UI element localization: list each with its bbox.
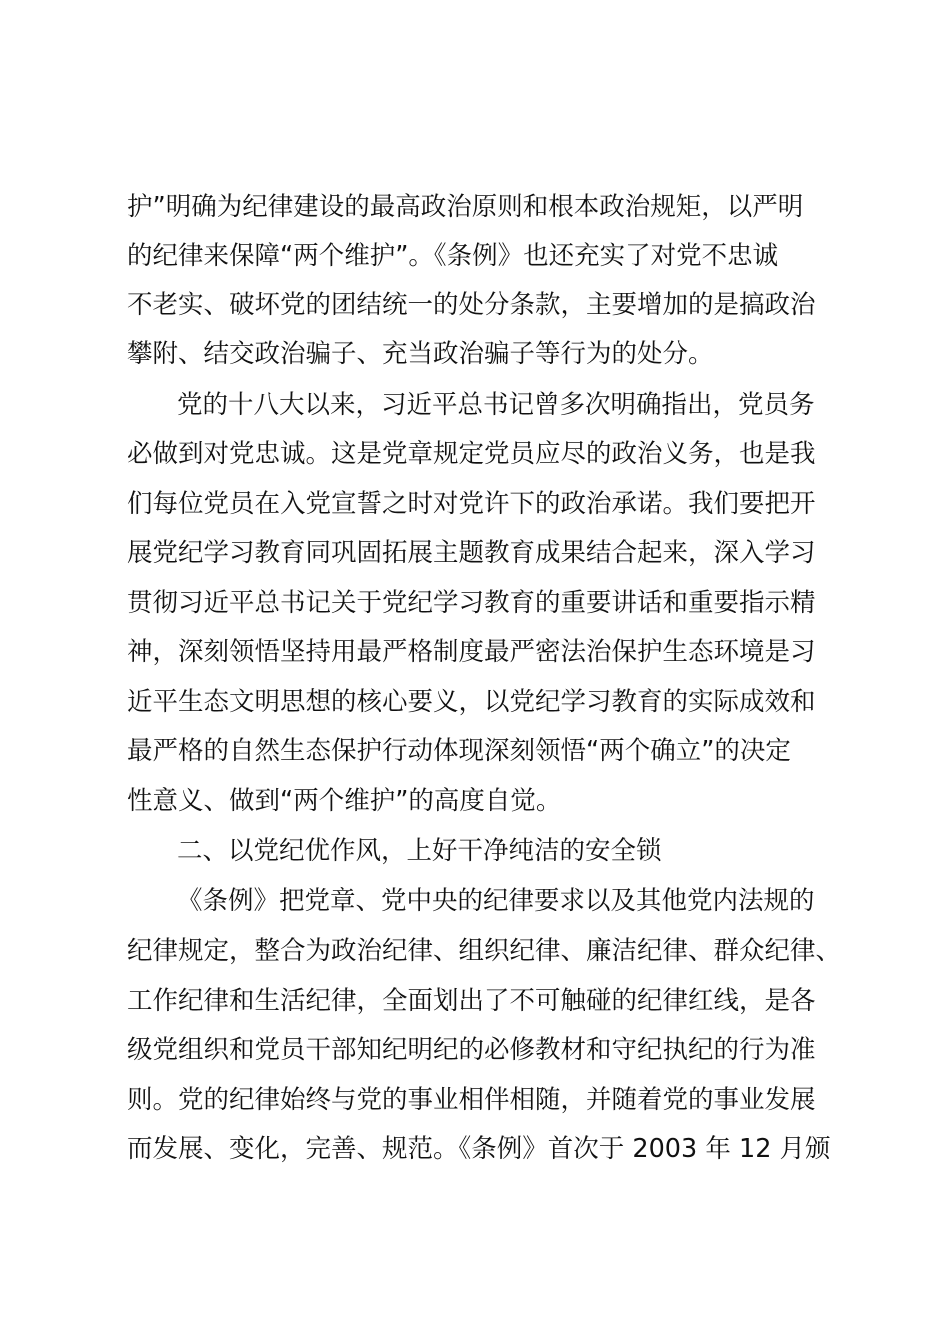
- text-line: 神，深刻领悟坚持用最严格制度最严密法治保护生态环境是习: [127, 637, 816, 667]
- paragraph-first-line: 《条例》把党章、党中央的纪律要求以及其他党内法规的: [177, 886, 815, 916]
- text-line: 性意义、做到“两个维护”的高度自觉。: [127, 786, 562, 816]
- text-line: 则。党的纪律始终与党的事业相伴相随，并随着党的事业发展: [127, 1085, 816, 1115]
- text-line: 不老实、破坏党的团结统一的处分条款，主要增加的是搞政治: [127, 290, 816, 320]
- text-line: 展党纪学习教育同巩固拓展主题教育成果结合起来，深入学习: [127, 538, 816, 568]
- text-line: 护”明确为纪律建设的最高政治原则和根本政治规矩，以严明: [127, 192, 804, 222]
- text-line: 纪律规定，整合为政治纪律、组织纪律、廉洁纪律、群众纪律、: [127, 936, 842, 966]
- text-line: 贯彻习近平总书记关于党纪学习教育的重要讲话和重要指示精: [127, 588, 816, 618]
- text-line: 攀附、结交政治骗子、充当政治骗子等行为的处分。: [127, 339, 714, 369]
- text-line: 级党组织和党员干部知纪明纪的必修教材和守纪执纪的行为准: [127, 1035, 816, 1065]
- text-line: 的纪律来保障“两个维护”。《条例》也还充实了对党不忠诚: [127, 241, 779, 271]
- text-line: 们每位党员在入党宣誓之时对党许下的政治承诺。我们要把开: [127, 489, 816, 519]
- text-line: 而发展、变化，完善、规范。《条例》首次于 2003 年 12 月颁: [127, 1134, 831, 1164]
- text-line: 近平生态文明思想的核心要义，以党纪学习教育的实际成效和: [127, 687, 816, 717]
- text-line: 工作纪律和生活纪律，全面划出了不可触碰的纪律红线，是各: [127, 986, 816, 1016]
- text-line: 必做到对党忠诚。这是党章规定党员应尽的政治义务，也是我: [127, 439, 816, 469]
- paragraph-first-line: 党的十八大以来，习近平总书记曾多次明确指出，党员务: [177, 390, 815, 420]
- text-line: 最严格的自然生态保护行动体现深刻领悟“两个确立”的决定: [127, 736, 791, 766]
- section-heading: 二、以党纪优作风，上好干净纯洁的安全锁: [177, 836, 662, 866]
